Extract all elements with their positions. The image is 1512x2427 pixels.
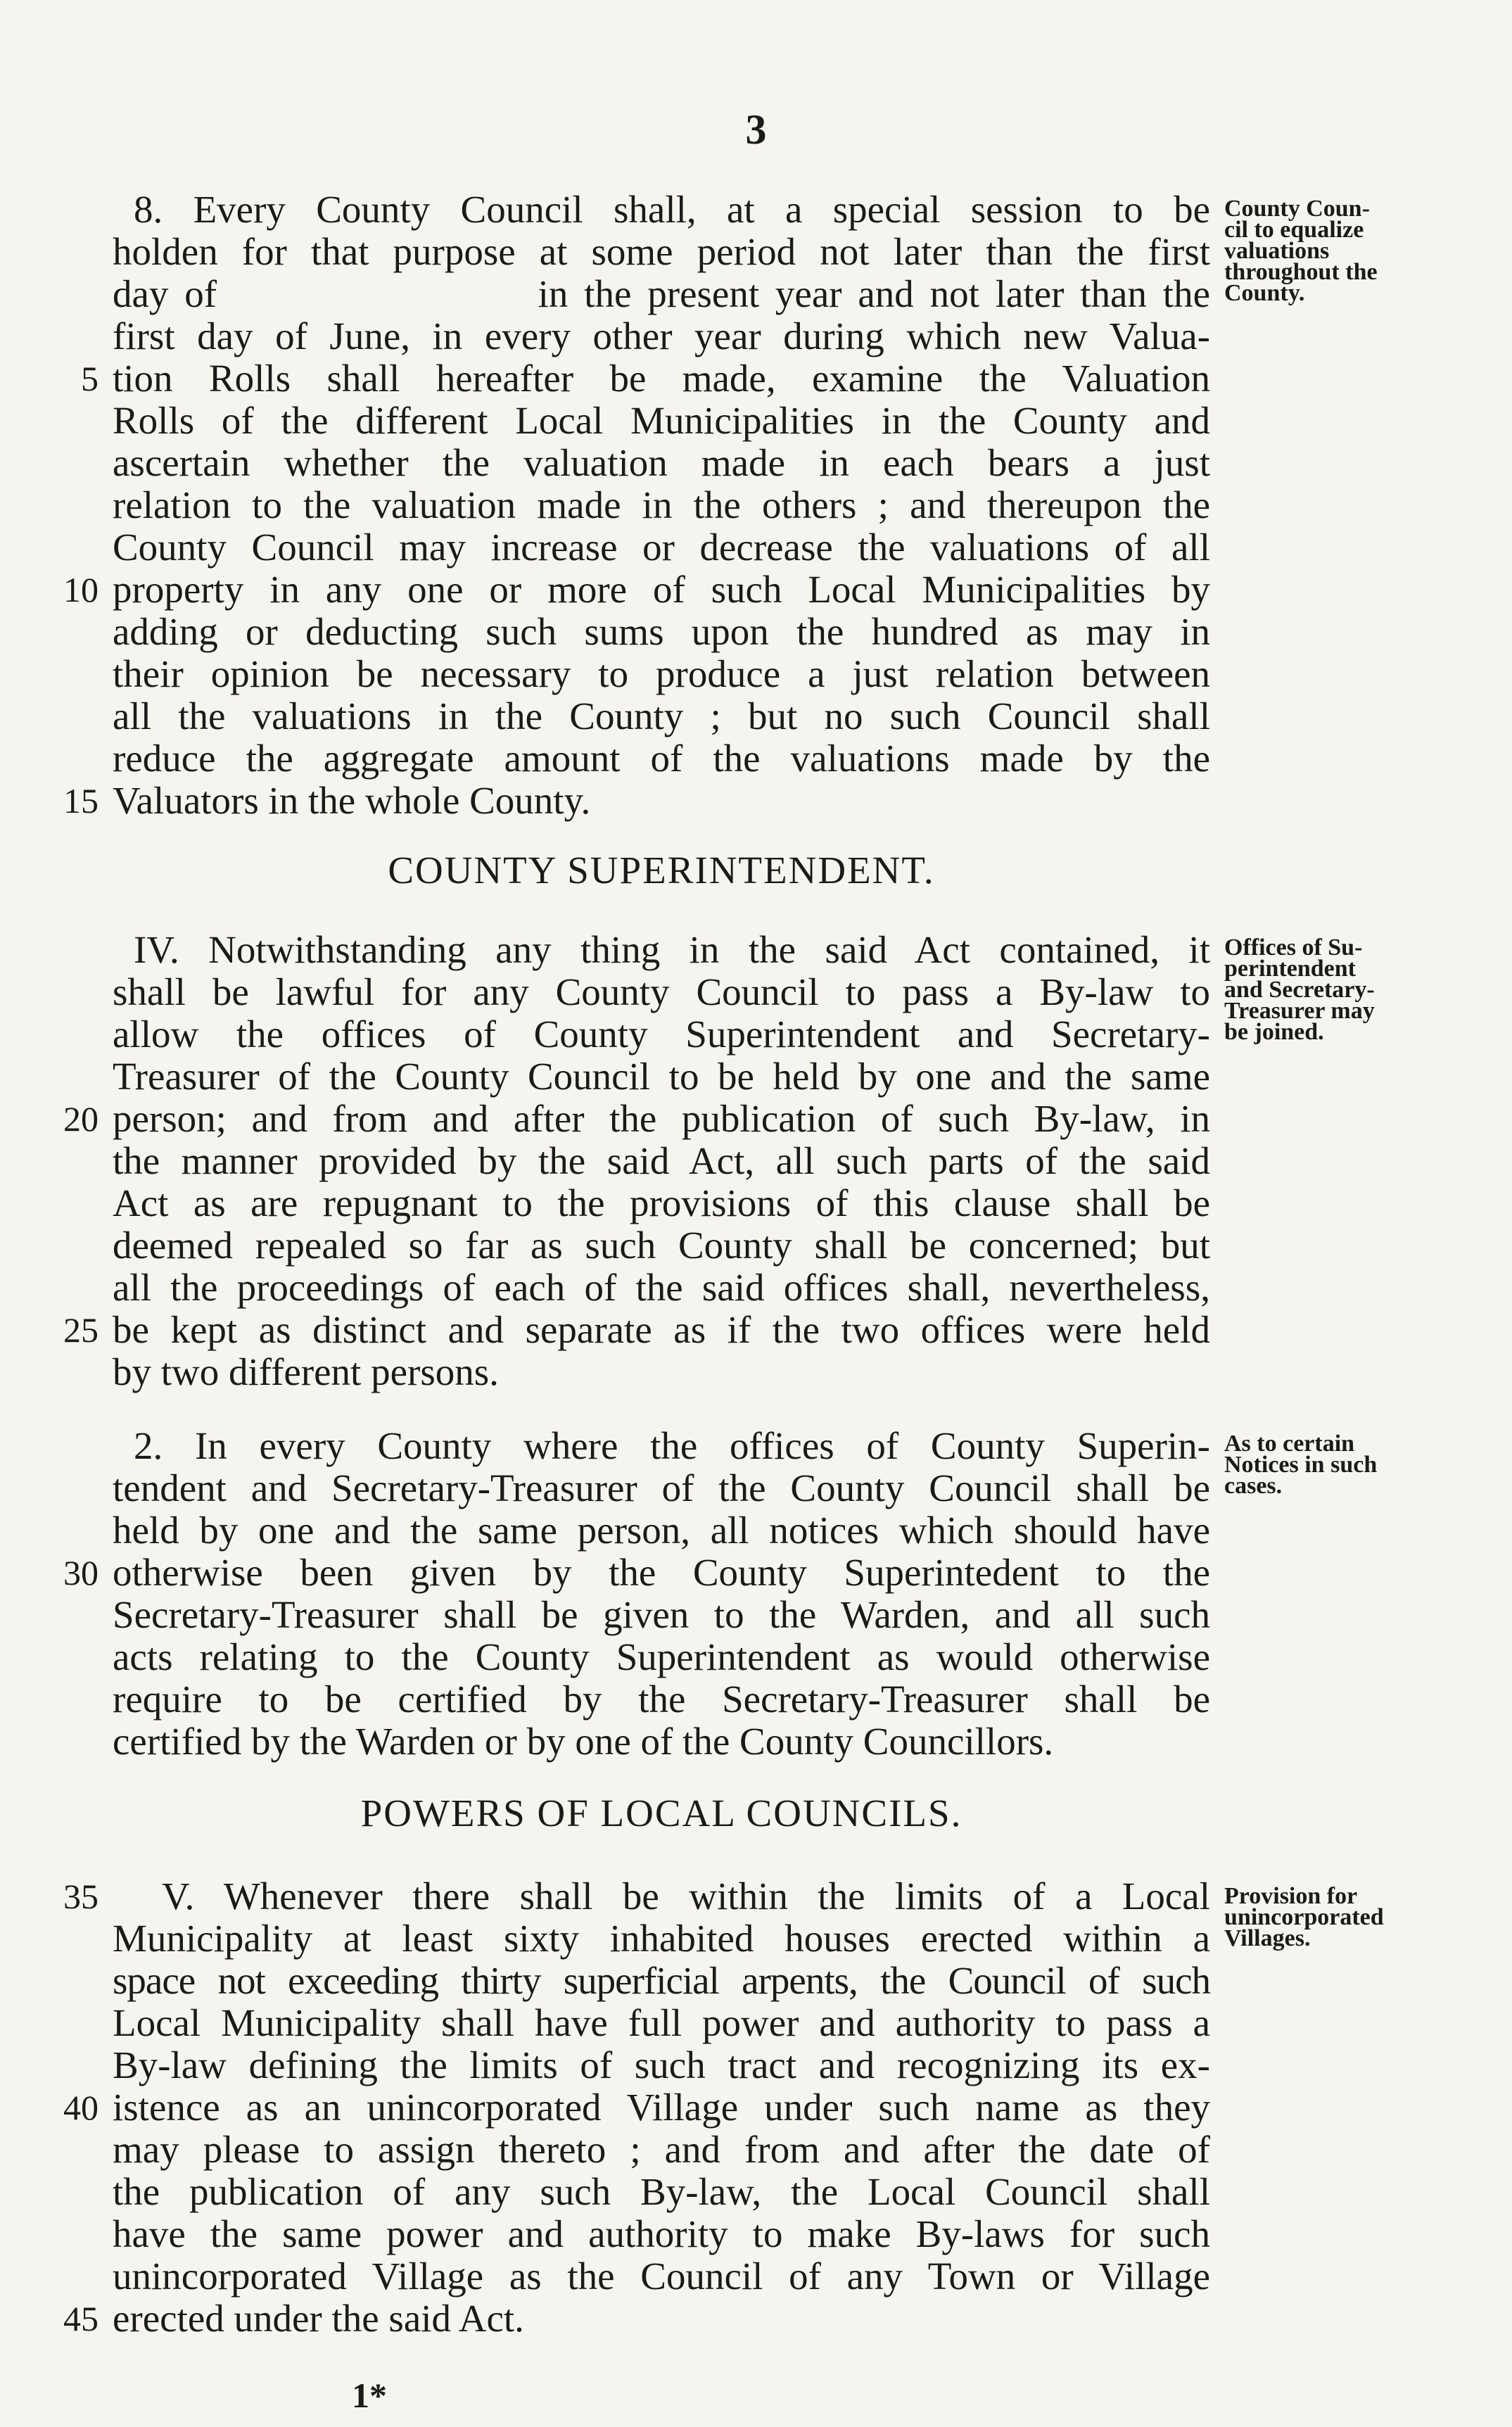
body-line: all the proceedings of each of the said offices shall, nevertheless, — [113, 1266, 1210, 1309]
body-line: be kept as distinct and separate as if the two offices were held — [113, 1308, 1210, 1351]
marginal-note — [1224, 198, 1492, 304]
marginal-note-line: County. — [1224, 280, 1305, 306]
marginal-note-line: Offices of Su- — [1224, 934, 1363, 961]
marginal-note-line: Treasurer may — [1224, 998, 1375, 1024]
body-line: ascertain whether the valuation made in each bears a just — [113, 441, 1210, 484]
body-line: otherwise been given by the County Superintedent to the — [113, 1551, 1210, 1594]
body-line: Municipality at least sixty inhabited houses erected within a — [113, 1917, 1210, 1960]
body-line: the publication of any such By-law, the Local Council shall — [113, 2170, 1210, 2213]
body-line: require to be certified by the Secretary-Treasurer shall be — [113, 1678, 1210, 1721]
marginal-note-line: unincorporated — [1224, 1904, 1384, 1930]
marginal-note-line: Notices in such — [1224, 1452, 1378, 1478]
marginal-note-line: be joined. — [1224, 1019, 1324, 1045]
body-line: deemed repealed so far as such County shall be concerned; but — [113, 1224, 1210, 1267]
body-line: space not exceeding thirty superficial arpents, the Council of such — [113, 1959, 1210, 2002]
body-line: have the same power and authority to make By-laws for such — [113, 2212, 1210, 2255]
body-line: holden for that purpose at some period not later than the first — [113, 230, 1210, 273]
body-line: 2. In every County where the offices of County Superin- — [134, 1424, 1210, 1467]
marginal-note-line: Villages. — [1224, 1925, 1311, 1951]
body-line: held by one and the same person, all notices which should have — [113, 1509, 1210, 1552]
section-heading: COUNTY SUPERINTENDENT. — [388, 849, 935, 892]
body-line: Local Municipality shall have full power and authority to pass a — [113, 2001, 1210, 2044]
marginal-note-line: cil to equalize — [1224, 217, 1364, 243]
line-number: 25 — [63, 1310, 99, 1350]
body-line: acts relating to the County Superintendent as would otherwise — [113, 1635, 1210, 1678]
body-line: shall be lawful for any County Council to pass a By-law to — [113, 970, 1210, 1013]
body-line: Secretary-Treasurer shall be given to the Warden, and all such — [113, 1593, 1210, 1636]
body-line: all the valuations in the County ; but no such Council shall — [113, 695, 1210, 737]
body-line: allow the offices of County Superintendent and Secretary- — [113, 1013, 1210, 1056]
body-line: By-law defining the limits of such tract and recognizing its ex- — [113, 2043, 1210, 2086]
marginal-note-line: County Coun- — [1224, 196, 1370, 222]
body-line: Treasurer of the County Council to be held by one and the same — [113, 1055, 1210, 1098]
body-line: Valuators in the whole County. — [113, 779, 591, 822]
marginal-note-line: cases. — [1224, 1473, 1283, 1499]
body-line: County Council may increase or decrease the valuations of all — [113, 526, 1210, 569]
line-number: 20 — [63, 1099, 99, 1139]
body-line: relation to the valuation made in the others ; and thereupon the — [113, 483, 1210, 526]
marginal-note-line: throughout the — [1224, 259, 1378, 285]
body-line: istence as an unincorporated Village under such name as they — [113, 2086, 1210, 2129]
body-line: person; and from and after the publication of such By-law, in — [113, 1097, 1210, 1140]
body-line: day of in the present year and not later than the — [113, 272, 1210, 315]
signature-mark: 1* — [352, 2376, 387, 2415]
marginal-note — [1224, 1433, 1492, 1497]
body-line: 8. Every County Council shall, at a special session to be — [134, 188, 1210, 231]
section-heading: POWERS OF LOCAL COUNCILS. — [360, 1792, 963, 1834]
body-line: adding or deducting such sums upon the hundred as may in — [113, 610, 1210, 653]
line-number: 10 — [63, 570, 99, 609]
body-line: the manner provided by the said Act, all such parts of the said — [113, 1139, 1210, 1182]
body-line: Act as are repugnant to the provisions of this clause shall be — [113, 1181, 1210, 1224]
body-line: their opinion be necessary to produce a just relation between — [113, 652, 1210, 695]
line-number: 35 — [63, 1877, 99, 1916]
body-line: erected under the said Act. — [113, 2297, 524, 2340]
line-number: 30 — [63, 1553, 99, 1592]
body-line: first day of June, in every other year during which new Valua- — [113, 315, 1210, 357]
body-line: by two different persons. — [113, 1350, 499, 1393]
body-line: property in any one or more of such Local Municipalities by — [113, 568, 1210, 611]
line-number: 40 — [63, 2088, 99, 2127]
page-number: 3 — [745, 106, 767, 153]
body-line: IV. Notwithstanding any thing in the said Act contained, it — [134, 928, 1210, 971]
marginal-note-line: perintendent — [1224, 956, 1356, 982]
marginal-note-line: As to certain — [1224, 1431, 1355, 1457]
body-line: certified by the Warden or by one of the County Councillors. — [113, 1720, 1054, 1763]
line-number: 15 — [63, 781, 99, 820]
marginal-note-line: and Secretary- — [1224, 977, 1375, 1003]
line-number: 5 — [81, 359, 99, 398]
body-line: tendent and Secretary-Treasurer of the County Council shall be — [113, 1466, 1210, 1509]
body-line: V. Whenever there shall be within the limits of a Local — [162, 1875, 1210, 1918]
marginal-note — [1224, 934, 1492, 1045]
marginal-note-line: Provision for — [1224, 1883, 1358, 1909]
marginal-note-line: valuations — [1224, 238, 1330, 264]
marginal-note — [1224, 1883, 1492, 1951]
body-line: reduce the aggregate amount of the valuations made by the — [113, 737, 1210, 780]
body-line: Rolls of the different Local Municipalities in the County and — [113, 399, 1210, 442]
body-line: may please to assign thereto ; and from and after the date of — [113, 2128, 1210, 2171]
line-number: 45 — [63, 2299, 99, 2338]
body-line: unincorporated Village as the Council of any Town or Village — [113, 2255, 1210, 2298]
body-line: tion Rolls shall hereafter be made, examine the Valuation — [113, 357, 1210, 400]
